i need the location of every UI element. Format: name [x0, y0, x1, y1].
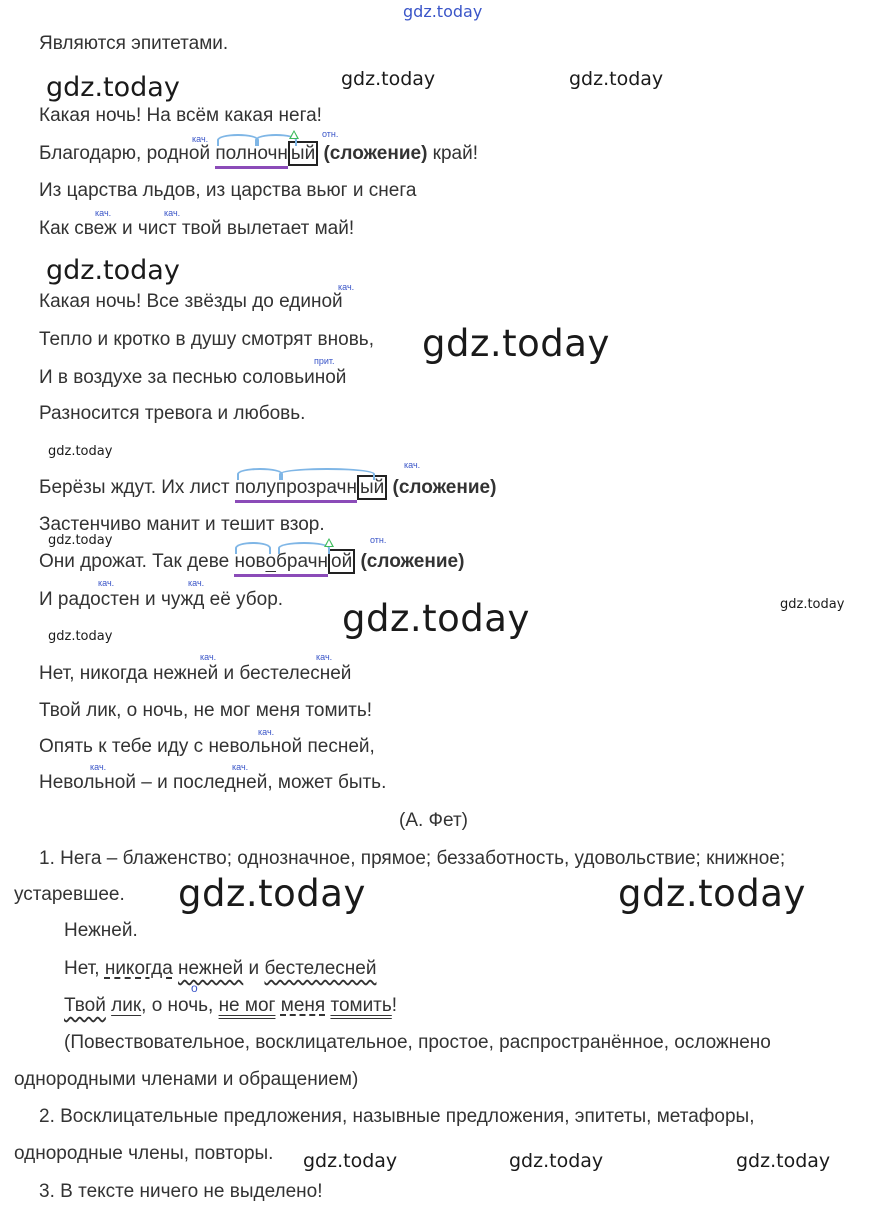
answer-1-cont: устаревшее. — [14, 884, 125, 905]
mark-otn: отн. — [370, 535, 387, 545]
poem-line: Тепло и кротко в душу смотрят вновь, — [39, 329, 374, 350]
poem-line: Из царства льдов, из царства вьюг и снега — [39, 180, 417, 201]
answer-2: 2. Восклицательные предложения, назывные предложения, эпитеты, метафоры, — [39, 1106, 755, 1127]
mark-kach: кач. — [338, 282, 355, 292]
mark-kach: кач. — [404, 460, 421, 470]
poem-line: Как свеж и чист твой вылетает май! — [39, 218, 355, 239]
ending-box: ой — [328, 549, 355, 574]
poem-line: Берёзы ждут. Их лист полупрозрачн ый (сложение) — [39, 476, 496, 503]
watermark: gdz.today — [422, 322, 610, 365]
poem-line: И в воздухе за песнью соловьиной — [39, 367, 347, 388]
watermark-top: gdz.today — [403, 2, 483, 21]
answer-2-cont: однородные члены, повторы. — [14, 1143, 274, 1164]
word-novobrachnoy: новобрачн — [234, 550, 328, 577]
watermark: gdz.today — [618, 872, 806, 915]
poem-line: Благодарю, родной полночн ый (сложение) край! — [39, 142, 478, 169]
watermark: gdz.today — [780, 597, 845, 612]
mark-kach: кач. — [188, 578, 205, 588]
mark-o: о — [191, 981, 198, 995]
poem-line: Нет, никогда нежней и бестелесней — [39, 663, 352, 684]
poem-line: Застенчиво манит и тешит взор. — [39, 514, 325, 535]
answer-3: 3. В тексте ничего не выделено! — [39, 1181, 323, 1202]
formation-tag: (сложение) — [323, 143, 428, 164]
watermark: gdz.today — [48, 444, 113, 459]
poem-line: Они дрожат. Так деве новобрачн ой (сложение) — [39, 550, 464, 577]
formation-tag: (сложение) — [392, 477, 497, 498]
word-polupr: полупрозрачн — [235, 476, 357, 503]
description-line-2: однородными членами и обращением) — [14, 1069, 359, 1090]
mark-kach: кач. — [95, 208, 112, 218]
ending-box: ый — [357, 475, 387, 500]
answer-1: 1. Нега – блаженство; однозначное, прямое; беззаботность, удовольствие; книжное; — [39, 848, 786, 869]
watermark: gdz.today — [178, 872, 366, 915]
watermark: gdz.today — [341, 68, 436, 90]
intro-line: Являются эпитетами. — [39, 33, 229, 54]
watermark: gdz.today — [342, 597, 530, 640]
poem-line: И радостен и чужд её убор. — [39, 589, 284, 610]
parse-line-1: Нет, никогда нежней и бестелесней — [64, 958, 377, 979]
mark-kach: кач. — [90, 762, 107, 772]
mark-kach: кач. — [316, 652, 333, 662]
ending-box: ый — [288, 141, 318, 166]
mark-kach: кач. — [232, 762, 249, 772]
mark-kach: кач. — [258, 727, 275, 737]
watermark: gdz.today — [46, 255, 180, 286]
mark-prit: прит. — [314, 356, 335, 366]
word-polnochny: полночн — [215, 142, 288, 169]
mark-otn: отн. — [322, 129, 339, 139]
watermark: gdz.today — [303, 1150, 398, 1172]
mark-kach: кач. — [200, 652, 217, 662]
watermark: gdz.today — [509, 1150, 604, 1172]
description-line-1: (Повествовательное, восклицательное, простое, распространённое, осложнено — [64, 1032, 771, 1053]
poem-line: Разносится тревога и любовь. — [39, 403, 306, 424]
parse-line-2: Твой лик, о ночь, не мог меня томить! — [64, 995, 398, 1016]
watermark: gdz.today — [48, 629, 113, 644]
watermark: gdz.today — [569, 68, 664, 90]
poem-line: Невольной – и последней, может быть. — [39, 772, 387, 793]
author: (А. Фет) — [399, 810, 468, 831]
watermark: gdz.today — [46, 72, 180, 103]
poem-line: Какая ночь! Все звёзды до единой — [39, 291, 343, 312]
mark-kach: кач. — [164, 208, 181, 218]
watermark: gdz.today — [736, 1150, 831, 1172]
formation-tag: (сложение) — [360, 551, 465, 572]
watermark: gdz.today — [48, 533, 113, 548]
mark-kach: кач. — [192, 134, 209, 144]
poem-line: Какая ночь! На всём какая нега! — [39, 105, 322, 126]
poem-line: Опять к тебе иду с невольной песней, — [39, 736, 375, 757]
word-nezhnei: Нежней. — [64, 920, 138, 941]
poem-line: Твой лик, о ночь, не мог меня томить! — [39, 700, 373, 721]
mark-kach: кач. — [98, 578, 115, 588]
